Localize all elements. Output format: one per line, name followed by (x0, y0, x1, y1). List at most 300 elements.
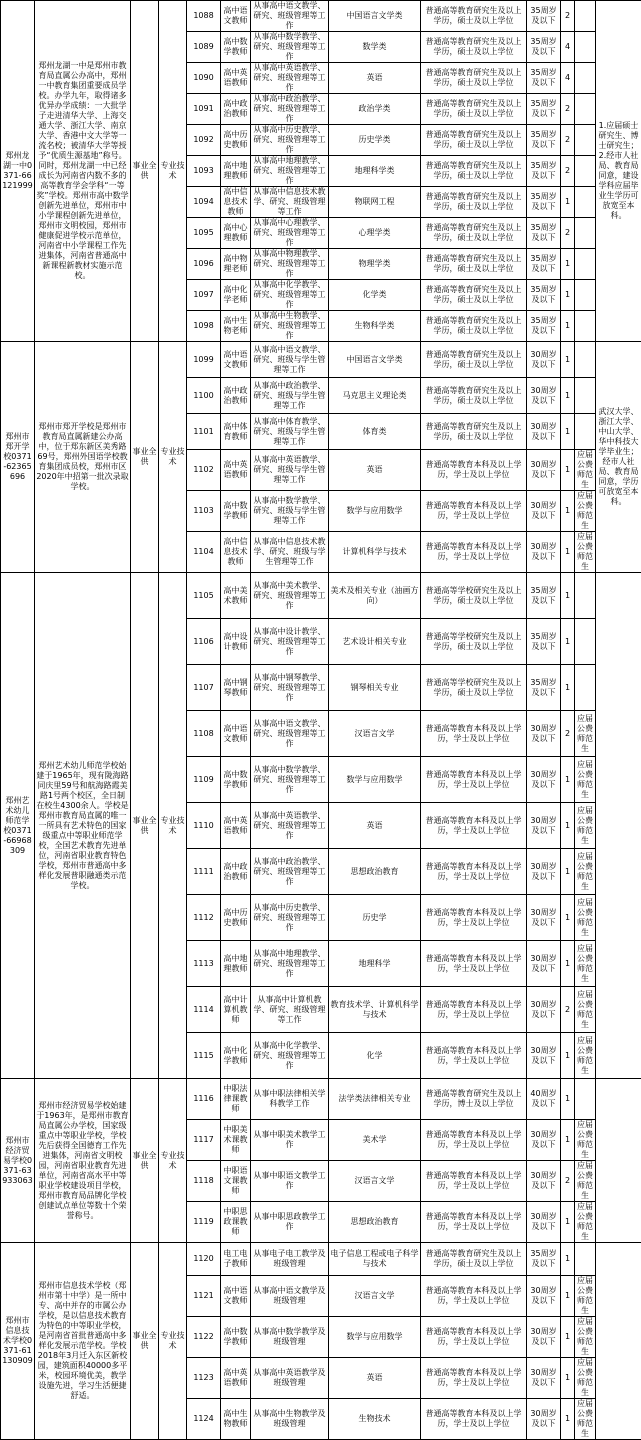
education-cell: 普通高等学校研究生及以上学历，硕士及以上学位 (421, 573, 527, 619)
major-cell: 英语 (329, 803, 421, 849)
position-duty-cell: 从事高中物理教学、研究、班级管理等工作 (251, 249, 329, 280)
major-cell: 艺术设计相关专业 (329, 619, 421, 665)
unit-nature-cell: 事业全供 (131, 573, 159, 1079)
education-cell: 普通高等教育本科及以上学历，学士及以上学位 (421, 1358, 527, 1399)
position-duty-cell: 从事高中历史教学、研究、班级管理等工作 (251, 125, 329, 156)
headcount-cell: 1 (561, 849, 575, 895)
position-code-cell: 1098 (187, 311, 221, 342)
major-cell: 化学类 (329, 280, 421, 311)
position-duty-cell: 从事高中语文教学、研究、班级管理等工作 (251, 1, 329, 32)
position-name-cell: 高中设计教师 (221, 619, 251, 665)
education-cell: 普通高等教育研究生及以上学历，硕士及以上学位 (421, 378, 527, 414)
position-duty-cell: 从事中职思政教学工作 (251, 1202, 329, 1243)
headcount-cell: 1 (561, 1079, 575, 1120)
other-condition-cell (575, 414, 596, 450)
age-cell: 35周岁及以下 (527, 311, 561, 342)
education-cell: 普通高等教育研究生及以上学历，硕士及以上学位 (421, 1243, 527, 1276)
position-name-cell: 中职法律课教师 (221, 1079, 251, 1120)
position-duty-cell: 从事高中政治教学、研究、班级管理等工作 (251, 94, 329, 125)
major-cell: 化学 (329, 1033, 421, 1079)
education-cell: 普通高等教育研究生及以上学历，硕士及以上学位 (421, 218, 527, 249)
position-name-cell: 高中政治教师 (221, 94, 251, 125)
other-condition-cell: 应届公费师范生 (575, 1161, 596, 1202)
other-condition-cell (575, 1, 596, 32)
position-duty-cell: 从事高中语文教学、研究、班级管理等工作 (251, 711, 329, 757)
position-duty-cell: 从事高中美术教学、研究、班级管理等工作 (251, 573, 329, 619)
position-duty-cell: 从事高中地理教学、研究、班级管理等工作 (251, 156, 329, 187)
other-condition-cell: 应届公费师范生 (575, 1358, 596, 1399)
position-code-cell: 1106 (187, 619, 221, 665)
other-condition-cell (575, 280, 596, 311)
position-duty-cell: 从事高中英语教学、研究、班级管理等工作 (251, 63, 329, 94)
position-code-cell: 1115 (187, 1033, 221, 1079)
headcount-cell: 2 (561, 156, 575, 187)
headcount-cell: 2 (561, 125, 575, 156)
position-name-cell: 高中体育教师 (221, 414, 251, 450)
other-condition-cell (575, 619, 596, 665)
other-condition-cell: 应届公费师范生 (575, 941, 596, 987)
major-cell: 美术学 (329, 1120, 421, 1161)
major-cell: 汉语言文学 (329, 711, 421, 757)
position-duty-cell: 从事高中数学教学、研究、班级管理等工作 (251, 757, 329, 803)
position-name-cell: 中职美术课教师 (221, 1120, 251, 1161)
position-category-cell: 专业技术 (159, 1, 187, 342)
education-cell: 普通高等教育本科及以上学历，学士及以上学位 (421, 757, 527, 803)
education-cell: 普通高等教育本科及以上学历，学士及以上学位 (421, 491, 527, 532)
position-duty-cell: 从事高中政治教学、研究、班级与学生管理等工作 (251, 378, 329, 414)
position-duty-cell: 从事高中化学教学、研究、班级管理等工作 (251, 280, 329, 311)
position-code-cell: 1102 (187, 450, 221, 491)
position-duty-cell: 从事高中英语教学、研究、班级与学生管理等工作 (251, 450, 329, 491)
education-cell: 普通高等教育本科及以上学历，学士及以上学位 (421, 1120, 527, 1161)
major-cell: 生物科学类 (329, 311, 421, 342)
position-name-cell: 高中美术教师 (221, 573, 251, 619)
table-row (1, 573, 641, 619)
position-category-cell: 专业技术 (159, 1079, 187, 1243)
major-cell: 英语 (329, 1358, 421, 1399)
education-cell: 普通高等教育本科及以上学历，学士及以上学位 (421, 1399, 527, 1440)
position-duty-cell: 从事高中设计教学、研究、班级管理等工作 (251, 619, 329, 665)
education-cell: 普通高等教育本科及以上学历，学士及以上学位 (421, 711, 527, 757)
headcount-cell: 1 (561, 1033, 575, 1079)
major-cell: 汉语言文学 (329, 1276, 421, 1317)
headcount-cell: 1 (561, 311, 575, 342)
position-code-cell: 1123 (187, 1358, 221, 1399)
age-cell: 35周岁及以下 (527, 1243, 561, 1276)
unit-name-cell: 郑州市经济贸易学校0371-63933063 (1, 1079, 35, 1243)
education-cell: 普通高等教育研究生及以上学历，硕士及以上学位 (421, 32, 527, 63)
age-cell: 35周岁及以下 (527, 1, 561, 32)
major-cell: 地理科学 (329, 941, 421, 987)
other-condition-cell: 应届公费师范生 (575, 803, 596, 849)
education-cell: 普通高等教育本科及以上学历，学士及以上学位 (421, 450, 527, 491)
headcount-cell: 1 (561, 665, 575, 711)
other-condition-cell: 应届公费师范生 (575, 1317, 596, 1358)
position-code-cell: 1089 (187, 32, 221, 63)
age-cell: 30周岁及以下 (527, 757, 561, 803)
position-category-cell: 专业技术 (159, 342, 187, 573)
position-code-cell: 1111 (187, 849, 221, 895)
other-condition-cell: 应届公费师范生 (575, 450, 596, 491)
other-condition-cell: 应届公费师范生 (575, 1033, 596, 1079)
position-code-cell: 1116 (187, 1079, 221, 1120)
age-cell: 30周岁及以下 (527, 1276, 561, 1317)
position-duty-cell: 从事高中数学教学、研究、班级与学生管理等工作 (251, 491, 329, 532)
headcount-cell: 1 (561, 491, 575, 532)
unit-name-cell: 郑州市郑开学校0371-62365696 (1, 342, 35, 573)
headcount-cell: 1 (561, 187, 575, 218)
table-body (1, 1, 641, 1440)
position-duty-cell: 从事中职美术教学工作 (251, 1120, 329, 1161)
age-cell: 35周岁及以下 (527, 218, 561, 249)
age-cell: 30周岁及以下 (527, 1161, 561, 1202)
age-cell: 30周岁及以下 (527, 491, 561, 532)
major-cell: 教育技术学、计算机科学与技术 (329, 987, 421, 1033)
headcount-cell: 1 (561, 378, 575, 414)
headcount-cell: 1 (561, 1358, 575, 1399)
position-duty-cell: 从事高中语文教学及班级管理 (251, 1276, 329, 1317)
headcount-cell: 2 (561, 94, 575, 125)
position-name-cell: 高中语文教师 (221, 711, 251, 757)
age-cell: 30周岁及以下 (527, 711, 561, 757)
position-name-cell: 高中语文教师 (221, 1, 251, 32)
position-name-cell: 电工电子教师 (221, 1243, 251, 1276)
other-condition-cell (575, 1243, 596, 1276)
position-code-cell: 1104 (187, 532, 221, 573)
major-cell: 美术及相关专业（油画方向） (329, 573, 421, 619)
age-cell: 30周岁及以下 (527, 1120, 561, 1161)
position-duty-cell: 从事高中语文教学、研究、班级与学生管理等工作 (251, 342, 329, 378)
education-cell: 普通高等教育本科及以上学历，学士及以上学位 (421, 895, 527, 941)
age-cell: 30周岁及以下 (527, 1317, 561, 1358)
unit-intro-cell: 郑州市郑开学校是郑州市教育局直属新建公办高中，位于郑东新区美秀路69号，郑州外国语学校教育集团成员校，郑州市区2020年中招第一批次录取学校。 (35, 342, 131, 573)
major-cell: 马克思主义理论类 (329, 378, 421, 414)
position-code-cell: 1100 (187, 378, 221, 414)
age-cell: 30周岁及以下 (527, 1033, 561, 1079)
position-name-cell: 高中心理教师 (221, 218, 251, 249)
major-cell: 心理学类 (329, 218, 421, 249)
headcount-cell: 1 (561, 249, 575, 280)
headcount-cell: 1 (561, 895, 575, 941)
position-duty-cell: 从事高中信息技术教学、研究、班级管理等工作 (251, 187, 329, 218)
education-cell: 普通高等教育本科及以上学历，学士及以上学位 (421, 849, 527, 895)
position-name-cell: 高中英语教师 (221, 450, 251, 491)
other-condition-cell (575, 32, 596, 63)
other-condition-cell: 应届公费师范生 (575, 1202, 596, 1243)
education-cell: 普通高等教育研究生及以上学历，硕士及以上学位 (421, 156, 527, 187)
position-code-cell: 1117 (187, 1120, 221, 1161)
position-name-cell: 高中钢琴教师 (221, 665, 251, 711)
education-cell: 普通高等教育本科及以上学历，学士及以上学位 (421, 987, 527, 1033)
age-cell: 30周岁及以下 (527, 532, 561, 573)
headcount-cell: 2 (561, 987, 575, 1033)
age-cell: 35周岁及以下 (527, 94, 561, 125)
position-code-cell: 1099 (187, 342, 221, 378)
age-cell: 30周岁及以下 (527, 849, 561, 895)
other-condition-cell (575, 665, 596, 711)
table-row (1, 1, 641, 32)
other-condition-cell: 应届公费师范生 (575, 849, 596, 895)
other-condition-cell: 应届公费师范生 (575, 757, 596, 803)
position-code-cell: 1107 (187, 665, 221, 711)
headcount-cell: 1 (561, 342, 575, 378)
position-name-cell: 高中语文教师 (221, 1276, 251, 1317)
headcount-cell: 4 (561, 32, 575, 63)
headcount-cell: 2 (561, 711, 575, 757)
remark-cell (596, 573, 641, 1079)
other-condition-cell (575, 218, 596, 249)
major-cell: 思想政治教育 (329, 1202, 421, 1243)
other-condition-cell: 应届公费师范生 (575, 532, 596, 573)
major-cell: 英语 (329, 63, 421, 94)
age-cell: 40周岁及以下 (527, 1079, 561, 1120)
position-code-cell: 1114 (187, 987, 221, 1033)
major-cell: 中国语言文学类 (329, 1, 421, 32)
position-code-cell: 1108 (187, 711, 221, 757)
position-code-cell: 1110 (187, 803, 221, 849)
headcount-cell: 1 (561, 450, 575, 491)
position-name-cell: 高中信息技术教师 (221, 187, 251, 218)
headcount-cell: 1 (561, 1202, 575, 1243)
other-condition-cell: 应届公费师范生 (575, 987, 596, 1033)
position-name-cell: 高中语文教师 (221, 342, 251, 378)
position-category-cell: 专业技术 (159, 1243, 187, 1440)
age-cell: 35周岁及以下 (527, 665, 561, 711)
age-cell: 35周岁及以下 (527, 249, 561, 280)
education-cell: 普通高等教育本科及以上学历，学士及以上学位 (421, 1202, 527, 1243)
age-cell: 35周岁及以下 (527, 32, 561, 63)
position-name-cell: 高中数学教师 (221, 1317, 251, 1358)
other-condition-cell (575, 378, 596, 414)
position-code-cell: 1113 (187, 941, 221, 987)
unit-intro-cell: 郑州艺术幼儿师范学校始建于1965年，现有陇海路同庆里59号和航海路霞美路1号两个校区，全日制在校生4300余人。学校是郑州市教育局直属的唯一一所具有艺术特色的国家级重点中等职业师范学校，全国艺术教育先进单位，河南省职业教育特色学校，郑州市普通高中多样化发展普职融通类示范学校。 (35, 573, 131, 1079)
major-cell: 电子信息工程或电子科学与技术 (329, 1243, 421, 1276)
table-row (1, 1243, 641, 1276)
position-code-cell: 1121 (187, 1276, 221, 1317)
other-condition-cell (575, 249, 596, 280)
other-condition-cell (575, 1079, 596, 1120)
major-cell: 英语 (329, 450, 421, 491)
major-cell: 物理学类 (329, 249, 421, 280)
position-code-cell: 1103 (187, 491, 221, 532)
position-code-cell: 1101 (187, 414, 221, 450)
other-condition-cell (575, 63, 596, 94)
unit-nature-cell: 事业全供 (131, 1079, 159, 1243)
education-cell: 普通高等教育本科及以上学历，学士及以上学位 (421, 1161, 527, 1202)
age-cell: 30周岁及以下 (527, 378, 561, 414)
position-code-cell: 1090 (187, 63, 221, 94)
education-cell: 普通高等教育研究生及以上学历，硕士及以上学位 (421, 1, 527, 32)
position-duty-cell: 从事高中生物教学及班级管理 (251, 1399, 329, 1440)
unit-nature-cell: 事业全供 (131, 1243, 159, 1440)
education-cell: 普通高等教育本科及以上学历，学士及以上学位 (421, 941, 527, 987)
headcount-cell: 1 (561, 1399, 575, 1440)
education-cell: 普通高等教育研究生及以上学历，硕士及以上学位 (421, 280, 527, 311)
major-cell: 法学类法律相关专业 (329, 1079, 421, 1120)
major-cell: 生物技术 (329, 1399, 421, 1440)
position-code-cell: 1094 (187, 187, 221, 218)
headcount-cell: 1 (561, 414, 575, 450)
education-cell: 普通高等教育研究生及以上学历，硕士及以上学位 (421, 94, 527, 125)
headcount-cell: 2 (561, 218, 575, 249)
headcount-cell: 1 (561, 1120, 575, 1161)
other-condition-cell: 应届公费师范生 (575, 491, 596, 532)
position-name-cell: 高中历史教师 (221, 125, 251, 156)
position-name-cell: 高中政治教师 (221, 849, 251, 895)
unit-name-cell: 郑州艺术幼儿师范学校0371-66968309 (1, 573, 35, 1079)
education-cell: 普通高等教育本科及以上学历，学士及以上学位 (421, 1033, 527, 1079)
major-cell: 历史学类 (329, 125, 421, 156)
remark-cell: 1.应届硕士研究生、博士研究生；2.经市人社局、教育局同意，建设学科应届毕业生学历可放宽至本科。 (596, 1, 641, 342)
major-cell: 中国语言文学类 (329, 342, 421, 378)
age-cell: 30周岁及以下 (527, 1399, 561, 1440)
position-name-cell: 高中信息技术教师 (221, 532, 251, 573)
position-duty-cell: 从事高中钢琴教学、研究、班级管理等工作 (251, 665, 329, 711)
position-code-cell: 1109 (187, 757, 221, 803)
position-name-cell: 高中地理教师 (221, 156, 251, 187)
age-cell: 30周岁及以下 (527, 941, 561, 987)
position-duty-cell: 从事中职语文教学工作 (251, 1161, 329, 1202)
headcount-cell: 1 (561, 280, 575, 311)
position-name-cell: 高中数学教师 (221, 491, 251, 532)
other-condition-cell: 应届公费师范生 (575, 1276, 596, 1317)
education-cell: 普通高等教育研究生及以上学历，硕士及以上学位 (421, 63, 527, 94)
position-duty-cell: 从事高中政治教学、研究、班级管理等工作 (251, 849, 329, 895)
position-duty-cell: 从事高中计算机教学、研究、班级管理等工作 (251, 987, 329, 1033)
headcount-cell: 1 (561, 1243, 575, 1276)
headcount-cell: 1 (561, 1317, 575, 1358)
unit-nature-cell: 事业全供 (131, 342, 159, 573)
position-category-cell: 专业技术 (159, 573, 187, 1079)
age-cell: 35周岁及以下 (527, 187, 561, 218)
age-cell: 35周岁及以下 (527, 63, 561, 94)
position-name-cell: 高中英语教师 (221, 63, 251, 94)
other-condition-cell: 应届公费师范生 (575, 711, 596, 757)
position-duty-cell: 从事中职法律相关学科教学工作 (251, 1079, 329, 1120)
age-cell: 35周岁及以下 (527, 125, 561, 156)
position-code-cell: 1105 (187, 573, 221, 619)
position-code-cell: 1093 (187, 156, 221, 187)
education-cell: 普通高等教育本科及以上学历，学士及以上学位 (421, 1317, 527, 1358)
headcount-cell: 2 (561, 1161, 575, 1202)
major-cell: 汉语言文学 (329, 1161, 421, 1202)
age-cell: 30周岁及以下 (527, 987, 561, 1033)
education-cell: 普通高等教育本科及以上学历，学士及以上学位 (421, 1276, 527, 1317)
age-cell: 30周岁及以下 (527, 450, 561, 491)
position-duty-cell: 从事高中历史教学、研究、班级管理等工作 (251, 895, 329, 941)
unit-intro-cell: 郑州市信息技术学校（郑州市第十中学）是一所中专、高中并存的市属公办学校，是以信息技术教育为特色的中等职业学校，是河南省首批普通高中多样化发展示范学校。学校2018年3月迁入东区新校园，建筑面积40000多平米，校园环境优美，教学设施先进，学习生活便捷舒适。 (35, 1243, 131, 1440)
position-duty-cell: 从事高中英语教学、研究、班级管理等工作 (251, 803, 329, 849)
unit-name-cell: 郑州市信息技术学校0371-61130909 (1, 1243, 35, 1440)
education-cell: 普通高等教育研究生及以上学历，硕士及以上学位 (421, 311, 527, 342)
major-cell: 历史学 (329, 895, 421, 941)
age-cell: 30周岁及以下 (527, 414, 561, 450)
age-cell: 30周岁及以下 (527, 1358, 561, 1399)
position-name-cell: 中职思政课教师 (221, 1202, 251, 1243)
headcount-cell: 1 (561, 573, 575, 619)
major-cell: 思想政治教育 (329, 849, 421, 895)
position-code-cell: 1092 (187, 125, 221, 156)
position-name-cell: 高中数学教师 (221, 32, 251, 63)
age-cell: 30周岁及以下 (527, 803, 561, 849)
major-cell: 数学与应用数学 (329, 491, 421, 532)
position-name-cell: 高中化学教师 (221, 1033, 251, 1079)
other-condition-cell (575, 573, 596, 619)
headcount-cell: 1 (561, 1276, 575, 1317)
major-cell: 计算机科学与技术 (329, 532, 421, 573)
position-name-cell: 高中英语教师 (221, 1358, 251, 1399)
education-cell: 普通高等教育研究生及以上学历，硕士及以上学位 (421, 125, 527, 156)
position-name-cell: 高中生物教师 (221, 1399, 251, 1440)
position-name-cell: 中职语文课教师 (221, 1161, 251, 1202)
remark-cell: 武汉大学、浙江大学、中山大学、华中科技大学毕业生；经市人社局、教育局同意，学历可放宽至本科。 (596, 342, 641, 573)
position-name-cell: 高中物理老师 (221, 249, 251, 280)
education-cell: 普通高等教育本科及以上学历，学士及以上学位 (421, 532, 527, 573)
education-cell: 普通高等教育本科及以上学历，学士及以上学位 (421, 803, 527, 849)
major-cell: 体育类 (329, 414, 421, 450)
position-code-cell: 1091 (187, 94, 221, 125)
remark-cell (596, 1079, 641, 1243)
position-duty-cell: 从事高中地理教学、研究、班级管理等工作 (251, 941, 329, 987)
age-cell: 30周岁及以下 (527, 342, 561, 378)
age-cell: 30周岁及以下 (527, 1202, 561, 1243)
table-row (1, 342, 641, 378)
major-cell: 政治学类 (329, 94, 421, 125)
age-cell: 30周岁及以下 (527, 895, 561, 941)
unit-nature-cell: 事业全供 (131, 1, 159, 342)
position-name-cell: 高中化学老师 (221, 280, 251, 311)
education-cell: 普通高等教育研究生及以上学历，硕士及以上学位 (421, 187, 527, 218)
major-cell: 地理科学类 (329, 156, 421, 187)
position-duty-cell: 从事高中体育教学、研究、班级与学生管理等工作 (251, 414, 329, 450)
other-condition-cell: 应届公费师范生 (575, 895, 596, 941)
age-cell: 35周岁及以下 (527, 280, 561, 311)
major-cell: 数学与应用数学 (329, 1317, 421, 1358)
headcount-cell: 1 (561, 803, 575, 849)
education-cell: 普通高等教育研究生及以上学历，博士及以上学位 (421, 1079, 527, 1120)
headcount-cell: 1 (561, 532, 575, 573)
position-code-cell: 1096 (187, 249, 221, 280)
table-row (1, 1079, 641, 1120)
unit-name-cell: 郑州龙湖一中0371-66121999 (1, 1, 35, 342)
headcount-cell: 1 (561, 757, 575, 803)
headcount-cell: 1 (561, 619, 575, 665)
position-duty-cell: 从事高中化学教学、研究、班级管理等工作 (251, 1033, 329, 1079)
position-code-cell: 1124 (187, 1399, 221, 1440)
education-cell: 普通高等教育研究生及以上学历，硕士及以上学位 (421, 342, 527, 378)
unit-intro-cell: 郑州龙湖一中是郑州市教育局直属公办高中，郑州一中教育集团重要成员学校。办学九年，取得诸多优异办学成绩：一大批学子走进清华大学、上海交通大学、浙江大学、南京大学、香港中文大学等一流名校；被清华大学等授予“优质生源基地”称号。同时，郑州龙湖一中已经成长为河南省内数不多的高等教育学会学科“一等奖”学校。郑州市高中数学创新先进单位，郑州市中小学课程创新先进单位，郑州市文明校园，郑州市健康促进学校示范单位，河南省中小学课程工作先进集体，河南省普通高中新课程新教材实施示范校。 (35, 1, 131, 342)
headcount-cell: 1 (561, 941, 575, 987)
education-cell: 普通高等教育研究生及以上学历，硕士及以上学位 (421, 249, 527, 280)
age-cell: 35周岁及以下 (527, 573, 561, 619)
position-name-cell: 高中政治教师 (221, 378, 251, 414)
other-condition-cell (575, 187, 596, 218)
other-condition-cell (575, 156, 596, 187)
position-duty-cell: 从事高中数学教学、研究、班级管理等工作 (251, 32, 329, 63)
headcount-cell: 4 (561, 63, 575, 94)
position-code-cell: 1097 (187, 280, 221, 311)
position-name-cell: 高中地理教师 (221, 941, 251, 987)
position-code-cell: 1119 (187, 1202, 221, 1243)
position-duty-cell: 从事高中信息技术教学、研究、班级与学生管理等工作 (251, 532, 329, 573)
position-duty-cell: 从事高中心理教学、研究、班级管理等工作 (251, 218, 329, 249)
position-name-cell: 高中历史教师 (221, 895, 251, 941)
other-condition-cell (575, 311, 596, 342)
major-cell: 物联网工程 (329, 187, 421, 218)
position-duty-cell: 从事电子电工教学及班级管理 (251, 1243, 329, 1276)
other-condition-cell (575, 125, 596, 156)
position-code-cell: 1118 (187, 1161, 221, 1202)
